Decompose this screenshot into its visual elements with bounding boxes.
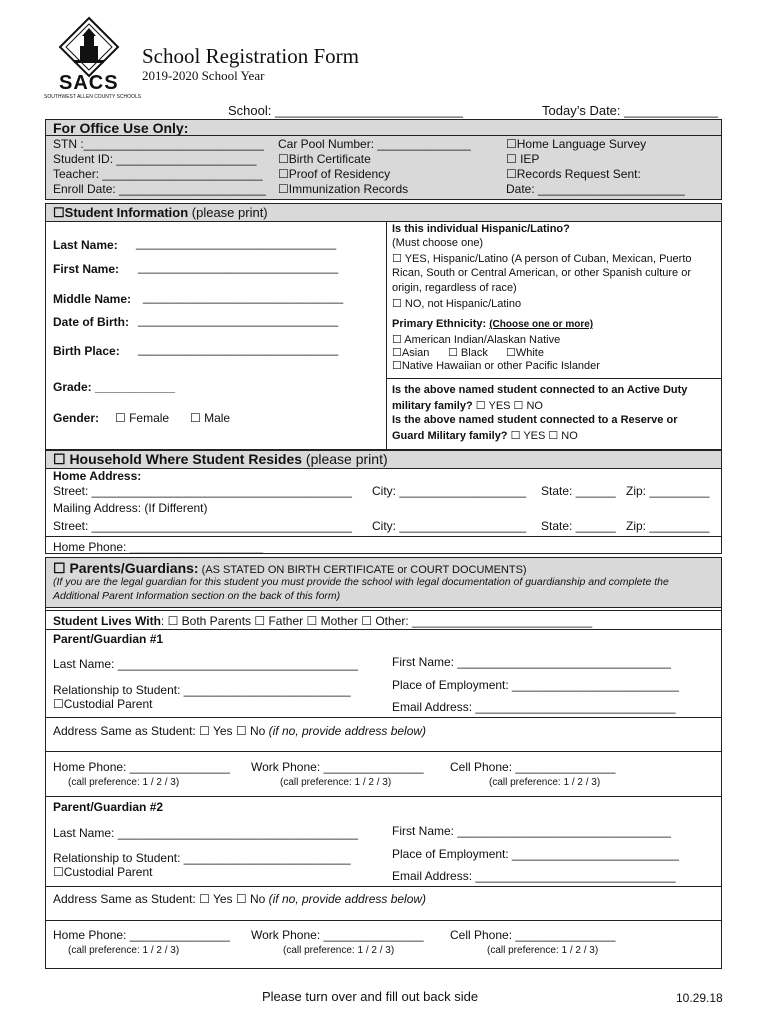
todays-date-field[interactable]: Today’s Date: _____________ <box>542 103 719 118</box>
grade-field[interactable]: Grade: ____________ <box>53 380 176 394</box>
guardian-1-heading: Parent/Guardian #1 <box>53 632 164 646</box>
guardian-1-address-note: (if no, provide address below) <box>268 724 427 738</box>
logo <box>44 16 142 102</box>
military-reserve-row <box>392 429 578 442</box>
birth-place-field[interactable]: ______________________________ <box>138 342 339 356</box>
hispanic-yes-text-3: origin, regardless of race) <box>392 282 517 294</box>
ethnicity-pacific-islander-checkbox[interactable]: ☐Native Hawaiian or other Pacific Islander <box>392 360 600 372</box>
guardian-2-address-note: (if no, provide address below) <box>268 892 427 906</box>
guardianship-note-1: (If you are the legal guardian for this student you must provide the school with legal documentation of guardianship and complete the <box>53 576 669 588</box>
guardian-2-cell-call-pref[interactable]: (call preference: 1 / 2 / 3) <box>487 945 599 956</box>
military-reserve-label: Guard Military family? <box>392 430 508 442</box>
car-pool-field[interactable]: Car Pool Number: ______________ <box>278 137 471 151</box>
school-crest-icon <box>44 16 134 78</box>
student-id-field[interactable]: Student ID: _____________________ <box>53 152 257 166</box>
lives-with-row <box>53 614 592 628</box>
guardian-1-relationship[interactable]: Relationship to Student: _________________________ <box>53 683 351 697</box>
parents-heading <box>53 560 527 577</box>
teacher-field[interactable]: Teacher: ________________________ <box>53 167 263 181</box>
military-active-question: Is the above named student connected to an Active Duty <box>392 384 688 396</box>
lives-with-label: Student Lives With <box>53 614 161 628</box>
parents-heading-rest: (AS STATED ON BIRTH CERTIFICATE or COURT DOCUMENTS) <box>198 564 527 576</box>
dob-label: Date of Birth: <box>53 315 129 329</box>
guardian-1-last-name[interactable]: Last Name: ____________________________________ <box>53 657 358 671</box>
records-request-checkbox[interactable]: ☐Records Request Sent: <box>506 167 641 181</box>
proof-residency-checkbox[interactable]: ☐Proof of Residency <box>278 167 391 181</box>
middle-name-label: Middle Name: <box>53 292 132 306</box>
logo-text: SACS <box>59 72 119 94</box>
home-zip-field[interactable]: Zip: _________ <box>626 484 710 498</box>
gender-label: Gender: <box>53 411 100 425</box>
guardian-2-email[interactable]: Email Address: ______________________________ <box>392 869 676 883</box>
military-active-label: military family? <box>392 400 473 412</box>
guardian-1-first-name[interactable]: First Name: ________________________________ <box>392 655 671 669</box>
guardian-1-email[interactable]: Email Address: ______________________________ <box>392 700 676 714</box>
military-active-checkboxes[interactable]: ☐ YES ☐ NO <box>475 400 543 412</box>
home-street-field[interactable]: Street: _______________________________________ <box>53 484 352 498</box>
student-info-heading <box>53 205 268 221</box>
guardian-1-cell-call-pref[interactable]: (call preference: 1 / 2 / 3) <box>489 777 601 788</box>
military-reserve-checkboxes[interactable]: ☐ YES ☐ NO <box>510 430 578 442</box>
birth-place-label: Birth Place: <box>53 344 120 358</box>
enroll-date-field[interactable]: Enroll Date: ______________________ <box>53 182 266 196</box>
guardian-2-work-phone[interactable]: Work Phone: _______________ <box>251 928 424 942</box>
birth-certificate-checkbox[interactable]: ☐Birth Certificate <box>278 152 371 166</box>
footer-note: Please turn over and fill out back side <box>262 989 479 1004</box>
mailing-street-field[interactable]: Street: _______________________________________ <box>53 519 352 533</box>
household-heading <box>53 451 388 468</box>
guardian-2-home-phone[interactable]: Home Phone: _______________ <box>53 928 230 942</box>
military-active-row <box>392 399 543 412</box>
gender-male-checkbox[interactable]: ☐ Male <box>190 411 231 425</box>
middle-name-field[interactable]: ______________________________ <box>143 290 344 304</box>
form-title: School Registration Form <box>142 44 359 68</box>
home-state-field[interactable]: State: ______ <box>541 484 616 498</box>
ethnicity-label-text: Primary Ethnicity: <box>392 318 487 330</box>
home-address-label: Home Address: <box>53 469 142 483</box>
records-date-field[interactable]: Date: ______________________ <box>506 182 685 196</box>
guardian-2-address-same <box>53 892 426 906</box>
ethnicity-label <box>392 318 593 330</box>
mailing-state-field[interactable]: State: ______ <box>541 519 616 533</box>
student-info-heading-rest: (please print) <box>188 205 268 220</box>
guardian-1-custodial-checkbox[interactable]: ☐Custodial Parent <box>53 697 153 711</box>
ethnicity-native-american-checkbox[interactable]: ☐ American Indian/Alaskan Native <box>392 334 561 346</box>
logo-subtext: SOUTHWEST ALLEN COUNTY SCHOOLS <box>44 94 142 100</box>
office-use-heading: For Office Use Only: <box>53 120 189 136</box>
guardian-2-work-call-pref[interactable]: (call preference: 1 / 2 / 3) <box>283 945 395 956</box>
mailing-zip-field[interactable]: Zip: _________ <box>626 519 710 533</box>
ethnicity-white-checkbox[interactable]: ☐White <box>506 347 544 359</box>
guardian-2-custodial-checkbox[interactable]: ☐Custodial Parent <box>53 865 153 879</box>
immunization-checkbox[interactable]: ☐Immunization Records <box>278 182 409 196</box>
guardian-2-home-call-pref[interactable]: (call preference: 1 / 2 / 3) <box>68 945 180 956</box>
household-heading-rest: (please print) <box>302 451 388 467</box>
mailing-address-label: Mailing Address: (If Different) <box>53 501 208 515</box>
guardian-2-first-name[interactable]: First Name: ________________________________ <box>392 824 671 838</box>
guardian-1-work-call-pref[interactable]: (call preference: 1 / 2 / 3) <box>280 777 392 788</box>
dob-field[interactable]: ______________________________ <box>138 313 339 327</box>
guardian-1-employment[interactable]: Place of Employment: _________________________ <box>392 678 679 692</box>
student-info-heading-bold: ☐Student Information <box>53 205 189 220</box>
ethnicity-asian-checkbox[interactable]: ☐Asian <box>392 347 430 359</box>
first-name-field[interactable]: ______________________________ <box>138 260 339 274</box>
parents-heading-bold: ☐ Parents/Guardians: <box>53 560 199 576</box>
hispanic-no-checkbox[interactable]: ☐ NO, not Hispanic/Latino <box>392 298 522 310</box>
guardian-2-last-name[interactable]: Last Name: ____________________________________ <box>53 826 358 840</box>
guardian-2-cell-phone[interactable]: Cell Phone: _______________ <box>450 928 616 942</box>
guardian-2-employment[interactable]: Place of Employment: _________________________ <box>392 847 679 861</box>
home-city-field[interactable]: City: ___________________ <box>372 484 527 498</box>
must-choose-note: (Must choose one) <box>392 237 484 249</box>
last-name-label: Last Name: <box>53 238 118 252</box>
school-field[interactable]: School: __________________________ <box>228 103 463 118</box>
stn-field[interactable]: STN :___________________________ <box>53 137 264 151</box>
form-subtitle: 2019-2020 School Year <box>142 68 265 83</box>
guardianship-note-2: Additional Parent Information section on the back of this form) <box>53 590 341 602</box>
mailing-city-field[interactable]: City: ___________________ <box>372 519 527 533</box>
guardian-1-home-call-pref[interactable]: (call preference: 1 / 2 / 3) <box>68 777 180 788</box>
ethnicity-black-checkbox[interactable]: ☐ Black <box>448 347 488 359</box>
guardian-1-address-same <box>53 724 426 738</box>
form-version: 10.29.18 <box>676 991 723 1005</box>
lives-with-options[interactable]: : ☐ Both Parents ☐ Father ☐ Mother ☐ Other: ___________________________ <box>160 614 593 628</box>
guardian-1-home-phone[interactable]: Home Phone: _______________ <box>53 760 230 774</box>
home-language-checkbox[interactable]: ☐Home Language Survey <box>506 137 647 151</box>
last-name-field[interactable]: ______________________________ <box>136 236 337 250</box>
hispanic-yes-text-2: Rican, South or Central American, or other Spanish culture or <box>392 267 691 279</box>
guardian-1-address-same-options[interactable]: Address Same as Student: ☐ Yes ☐ No <box>53 724 269 738</box>
household-heading-bold: ☐ Household Where Student Resides <box>53 451 303 467</box>
guardian-2-address-same-options[interactable]: Address Same as Student: ☐ Yes ☐ No <box>53 892 269 906</box>
military-reserve-question: Is the above named student connected to a Reserve or <box>392 414 678 426</box>
hispanic-yes-checkbox[interactable]: ☐ YES, Hispanic/Latino (A person of Cuban, Mexican, Puerto <box>392 253 692 265</box>
first-name-label: First Name: <box>53 262 120 276</box>
ethnicity-choose-note: (Choose one or more) <box>489 319 594 330</box>
iep-checkbox[interactable]: ☐ IEP <box>506 152 540 166</box>
hispanic-question: Is this individual Hispanic/Latino? <box>392 223 570 235</box>
gender-female-checkbox[interactable]: ☐ Female <box>115 411 170 425</box>
guardian-1-work-phone[interactable]: Work Phone: _______________ <box>251 760 424 774</box>
home-phone-field[interactable]: Home Phone: ____________________ <box>53 540 264 554</box>
guardian-1-cell-phone[interactable]: Cell Phone: _______________ <box>450 760 616 774</box>
guardian-2-relationship[interactable]: Relationship to Student: _________________________ <box>53 851 351 865</box>
guardian-2-heading: Parent/Guardian #2 <box>53 800 164 814</box>
